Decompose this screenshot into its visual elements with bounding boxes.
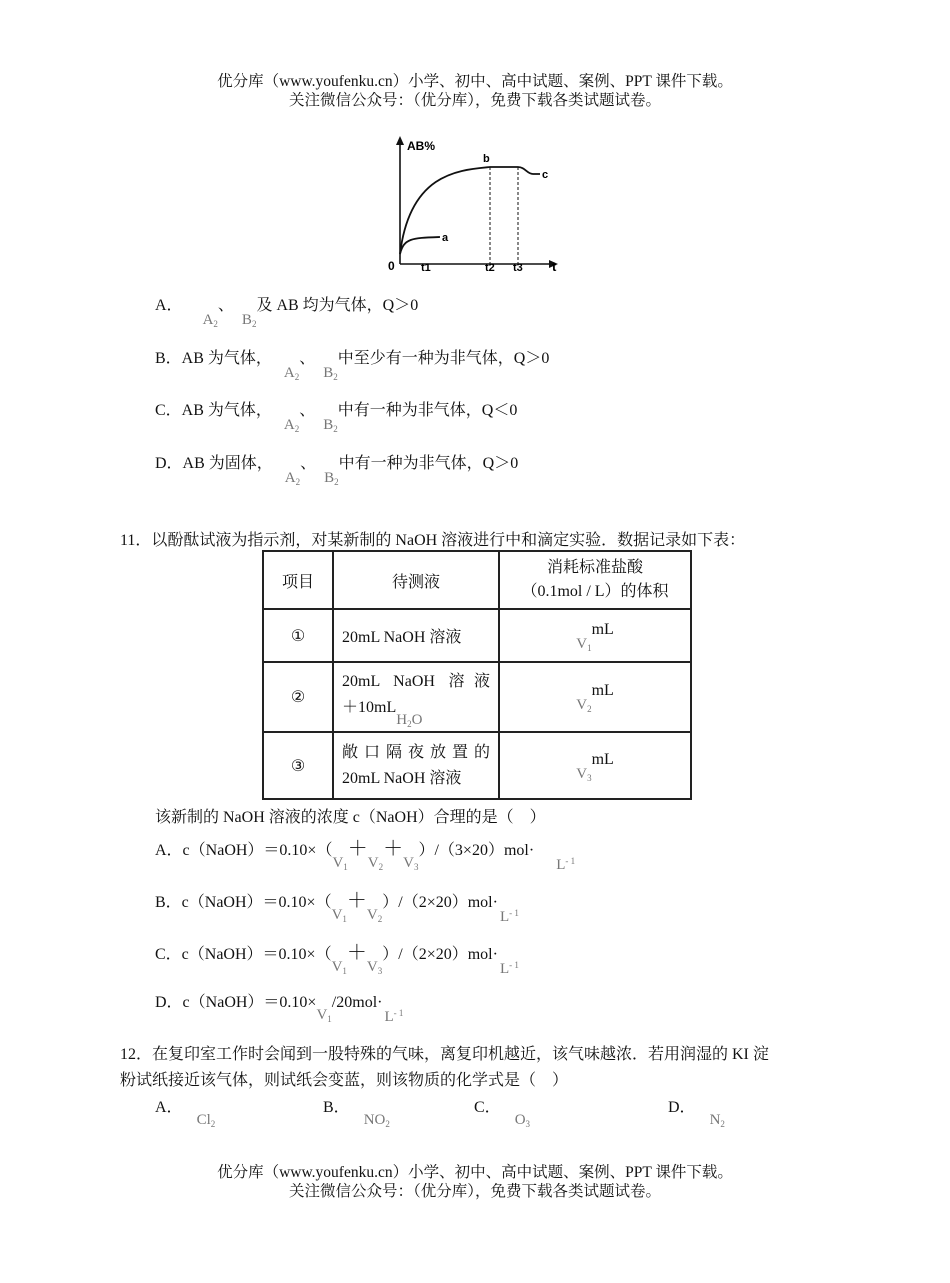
page-footer <box>0 1163 950 1201</box>
row-liquid: 20mL NaOH 溶液 ＋10mLH$_2$O <box>333 662 499 732</box>
q12-option-c: C．$O_3$ <box>474 1099 531 1129</box>
curve-b-c <box>400 167 540 254</box>
row-number: ③ <box>263 732 333 799</box>
header-volume: 消耗标准盐酸 （0.1mol / L）的体积 <box>499 551 691 609</box>
tick-t1: t1 <box>421 262 431 274</box>
page-header <box>0 72 950 110</box>
row-liquid: 敞口隔夜放置的 20mL NaOH 溶液 <box>333 732 499 799</box>
header-liquid: 待测液 <box>333 551 499 609</box>
tick-t2: t2 <box>485 262 495 274</box>
row-liquid: 20mL NaOH 溶液 <box>333 609 499 662</box>
row-number: ② <box>263 662 333 732</box>
table-header-row <box>263 551 691 609</box>
q10-option-b: B．AB 为气体，$A_2$、$B_2$中至少有一种为非气体，Q＞0 <box>155 350 550 382</box>
y-axis-label: AB% <box>407 139 436 153</box>
q11-option-c: C．$c(NaOH)=0.10\times(V_1+V_3)/(2\times 20)mol\cdot L^{- 1}$ <box>155 942 519 977</box>
y-axis-arrow <box>396 136 404 145</box>
header-item: 项目 <box>263 551 333 609</box>
q11-option-d: D．$c(NaOH)=0.10\times V_1/20mol\cdot L^{- 1}$ <box>155 994 404 1025</box>
q12-option-a: A．$Cl_2$ <box>155 1099 216 1129</box>
row-volume: $V_3mL$ <box>499 732 691 799</box>
table-row <box>263 732 691 799</box>
curve-label-c: c <box>542 169 549 181</box>
ab-percent-graph <box>380 132 570 277</box>
q10-option-c: C．AB 为气体，$A_2$、$B_2$中有一种为非气体，Q＜0 <box>155 402 518 434</box>
row-volume: $V_2mL$ <box>499 662 691 732</box>
q11-stem: 11．以酚酞试液为指示剂，对某新制的 NaOH 溶液进行中和滴定实验．数据记录如下表： <box>120 532 746 549</box>
q12-option-d: D．$N_2$ <box>668 1099 725 1129</box>
q10-option-a: A．$A_2$、$B_2$及 AB 均为气体，Q＞0 <box>155 297 419 329</box>
x-axis-label: t <box>552 259 557 274</box>
table-row <box>263 609 691 662</box>
footer-line-1: 优分库（www.youfenku.cn）小学、初中、高中试题、案例、PPT 课件下载。 <box>217 1164 733 1181</box>
q11-question: 该新制的 NaOH 溶液的浓度 c（NaOH）合理的是（ ） <box>155 809 546 826</box>
header-line-2: 关注微信公众号：（优分库），免费下载各类试题试卷。 <box>288 92 661 109</box>
q12-stem-line-1: 12．在复印室工作时会闻到一股特殊的气味，离复印机越近，该气味越浓．若用润湿的 KI 淀 <box>120 1046 769 1063</box>
table-row <box>263 662 691 732</box>
curve-a <box>400 237 440 254</box>
curve-label-a: a <box>442 232 449 244</box>
curve-label-b: b <box>483 153 490 165</box>
q11-option-b: B．$c(NaOH)=0.10\times(V_1+V_2)/(2\times 20)mol\cdot L^{- 1}$ <box>155 890 519 925</box>
q12-option-b: B．$NO_2$ <box>323 1099 390 1129</box>
titration-table <box>262 550 692 800</box>
footer-line-2: 关注微信公众号：（优分库），免费下载各类试题试卷。 <box>288 1183 661 1200</box>
row-number: ① <box>263 609 333 662</box>
q12-stem-line-2: 粉试纸接近该气体，则试纸会变蓝，则该物质的化学式是（ ） <box>120 1072 569 1089</box>
q10-option-d: D．AB 为固体，$A_2$、$B_2$中有一种为非气体，Q＞0 <box>155 455 519 487</box>
q11-option-a: A．$c(NaOH)=0.10\times(V_1+V_2+V_3)/(3\times 20)mol\cdot L^{- 1}$ <box>155 838 576 873</box>
tick-t3: t3 <box>513 262 523 274</box>
row-volume: $V_1mL$ <box>499 609 691 662</box>
header-line-1: 优分库（www.youfenku.cn）小学、初中、高中试题、案例、PPT 课件下载。 <box>217 73 733 90</box>
origin-label: 0 <box>388 259 395 273</box>
